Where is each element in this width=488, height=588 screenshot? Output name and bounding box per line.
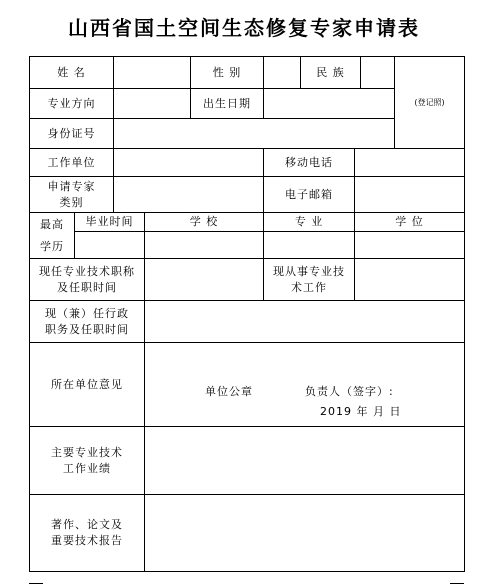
label-id-number: 身份证号: [47, 126, 96, 140]
col-divider: [354, 148, 355, 212]
label-current-work: 现从事专业技 术工作: [273, 264, 345, 294]
header-school: 学 校: [189, 215, 219, 228]
signature-text: 负责人（签字）:: [305, 385, 394, 398]
label-highest-edu-top: 最高: [40, 218, 64, 231]
label-name: 姓 名: [57, 65, 86, 79]
label-email: 电子邮箱: [285, 187, 333, 201]
header-degree: 学 位: [395, 215, 424, 228]
label-birthdate: 出生日期: [203, 96, 251, 110]
col-divider: [144, 258, 145, 300]
label-expert-category: 申请专家 类别: [47, 179, 96, 209]
label-employer: 工作单位: [47, 155, 96, 169]
page-title: 山西省国土空间生态修复专家申请表: [68, 16, 420, 40]
label-specialty: 专业方向: [47, 96, 96, 110]
unit-seal-text: 单位公章: [205, 385, 253, 398]
label-ethnicity: 民 族: [316, 65, 345, 79]
header-major: 专 业: [294, 215, 324, 228]
table-border-bottom: [29, 571, 465, 572]
col-divider: [144, 300, 145, 572]
label-mobile: 移动电话: [285, 155, 333, 169]
table-border-right: [464, 56, 465, 572]
row-divider: [74, 231, 465, 232]
label-current-title: 现任专业技术职称 及任职时间: [39, 264, 135, 294]
col-divider: [263, 56, 264, 118]
photo-placeholder-label: (登记照): [414, 97, 445, 107]
page-edge-mark: [450, 583, 464, 584]
label-gender: 性 别: [212, 65, 242, 79]
label-highest-edu-bottom: 学历: [40, 240, 64, 253]
header-grad-time: 毕业时间: [85, 215, 134, 228]
label-admin-post: 现（兼）任行政 职务及任职时间: [45, 306, 129, 336]
label-achievements: 主要专业技术 工作业绩: [51, 445, 123, 475]
col-divider: [113, 56, 114, 212]
date-line: 2019 年 月 日: [320, 405, 402, 418]
page-edge-mark: [29, 583, 43, 584]
col-divider: [354, 258, 355, 300]
col-divider: [360, 56, 361, 88]
label-unit-opinion: 所在单位意见: [51, 377, 123, 391]
label-publications: 著作、论文及 重要技术报告: [51, 518, 123, 547]
